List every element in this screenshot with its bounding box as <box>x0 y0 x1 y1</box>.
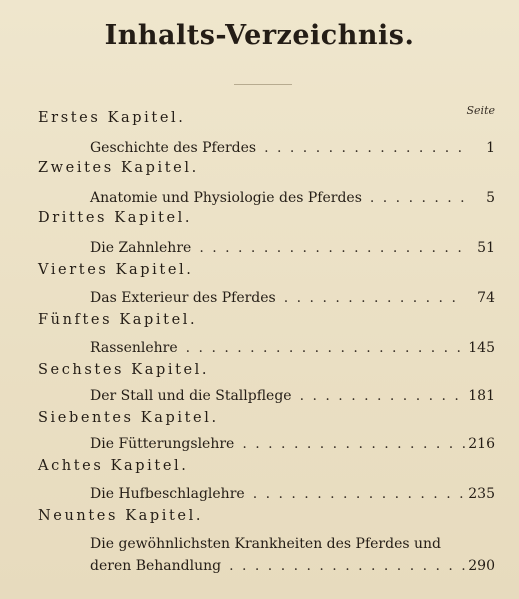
entry-page-number: 216 <box>468 436 495 452</box>
toc-entry[interactable] <box>90 340 495 362</box>
chapter-heading: Drittes Kapitel. <box>38 210 193 226</box>
dot-leader <box>292 388 465 404</box>
dot-leader <box>191 240 465 256</box>
chapter-heading: Viertes Kapitel. <box>38 262 194 278</box>
chapter-heading: Siebentes Kapitel. <box>38 410 219 426</box>
toc-entry[interactable] <box>90 140 495 162</box>
toc-entry[interactable] <box>90 486 495 508</box>
toc-entry[interactable] <box>90 558 495 580</box>
dot-leader <box>234 436 465 452</box>
dot-leader <box>256 140 465 156</box>
page-column-header: Seite <box>466 104 495 117</box>
entry-page-number: 290 <box>468 558 495 574</box>
chapter-heading: Fünftes Kapitel. <box>38 312 198 328</box>
dot-leader <box>362 190 465 206</box>
toc-entry[interactable] <box>90 240 495 262</box>
entry-title: deren Behandlung <box>90 558 222 574</box>
dot-leader <box>245 486 465 502</box>
toc-entry[interactable] <box>90 388 495 410</box>
dot-leader <box>221 558 465 574</box>
chapter-heading: Erstes Kapitel. <box>38 110 186 126</box>
dot-leader <box>276 290 465 306</box>
chapter-heading: Zweites Kapitel. <box>38 160 199 176</box>
entry-page-number: 181 <box>468 388 495 404</box>
chapter-heading: Achtes Kapitel. <box>38 458 189 474</box>
entry-title-line-1[interactable]: Die gewöhnlichsten Krankheiten des Pferdes und <box>90 536 441 552</box>
chapter-heading: Sechstes Kapitel. <box>38 362 210 378</box>
entry-title: Die Hufbeschlaglehre <box>90 486 245 502</box>
toc-entry[interactable] <box>90 190 495 212</box>
entry-page-number: 145 <box>468 340 495 356</box>
entry-page-number: 1 <box>486 140 495 156</box>
entry-title: Die Fütterungslehre <box>90 436 235 452</box>
entry-title: Geschichte des Pferdes <box>90 140 257 156</box>
entry-page-number: 51 <box>477 240 495 256</box>
entry-title: Die Zahnlehre <box>90 240 192 256</box>
entry-title: Das Exterieur des Pferdes <box>90 290 276 306</box>
dot-leader <box>178 340 465 356</box>
page-title: Inhalts-Verzeichnis. <box>104 20 415 51</box>
entry-title: Rassenlehre <box>90 340 178 356</box>
entry-page-number: 235 <box>468 486 495 502</box>
toc-entry[interactable] <box>90 290 495 312</box>
chapter-heading: Neuntes Kapitel. <box>38 508 204 524</box>
toc-entry[interactable] <box>90 436 495 458</box>
entry-title: Anatomie und Physiologie des Pferdes <box>90 190 362 206</box>
entry-page-number: 5 <box>486 190 495 206</box>
entry-page-number: 74 <box>477 290 495 306</box>
entry-title: Der Stall und die Stallpflege <box>90 388 292 404</box>
